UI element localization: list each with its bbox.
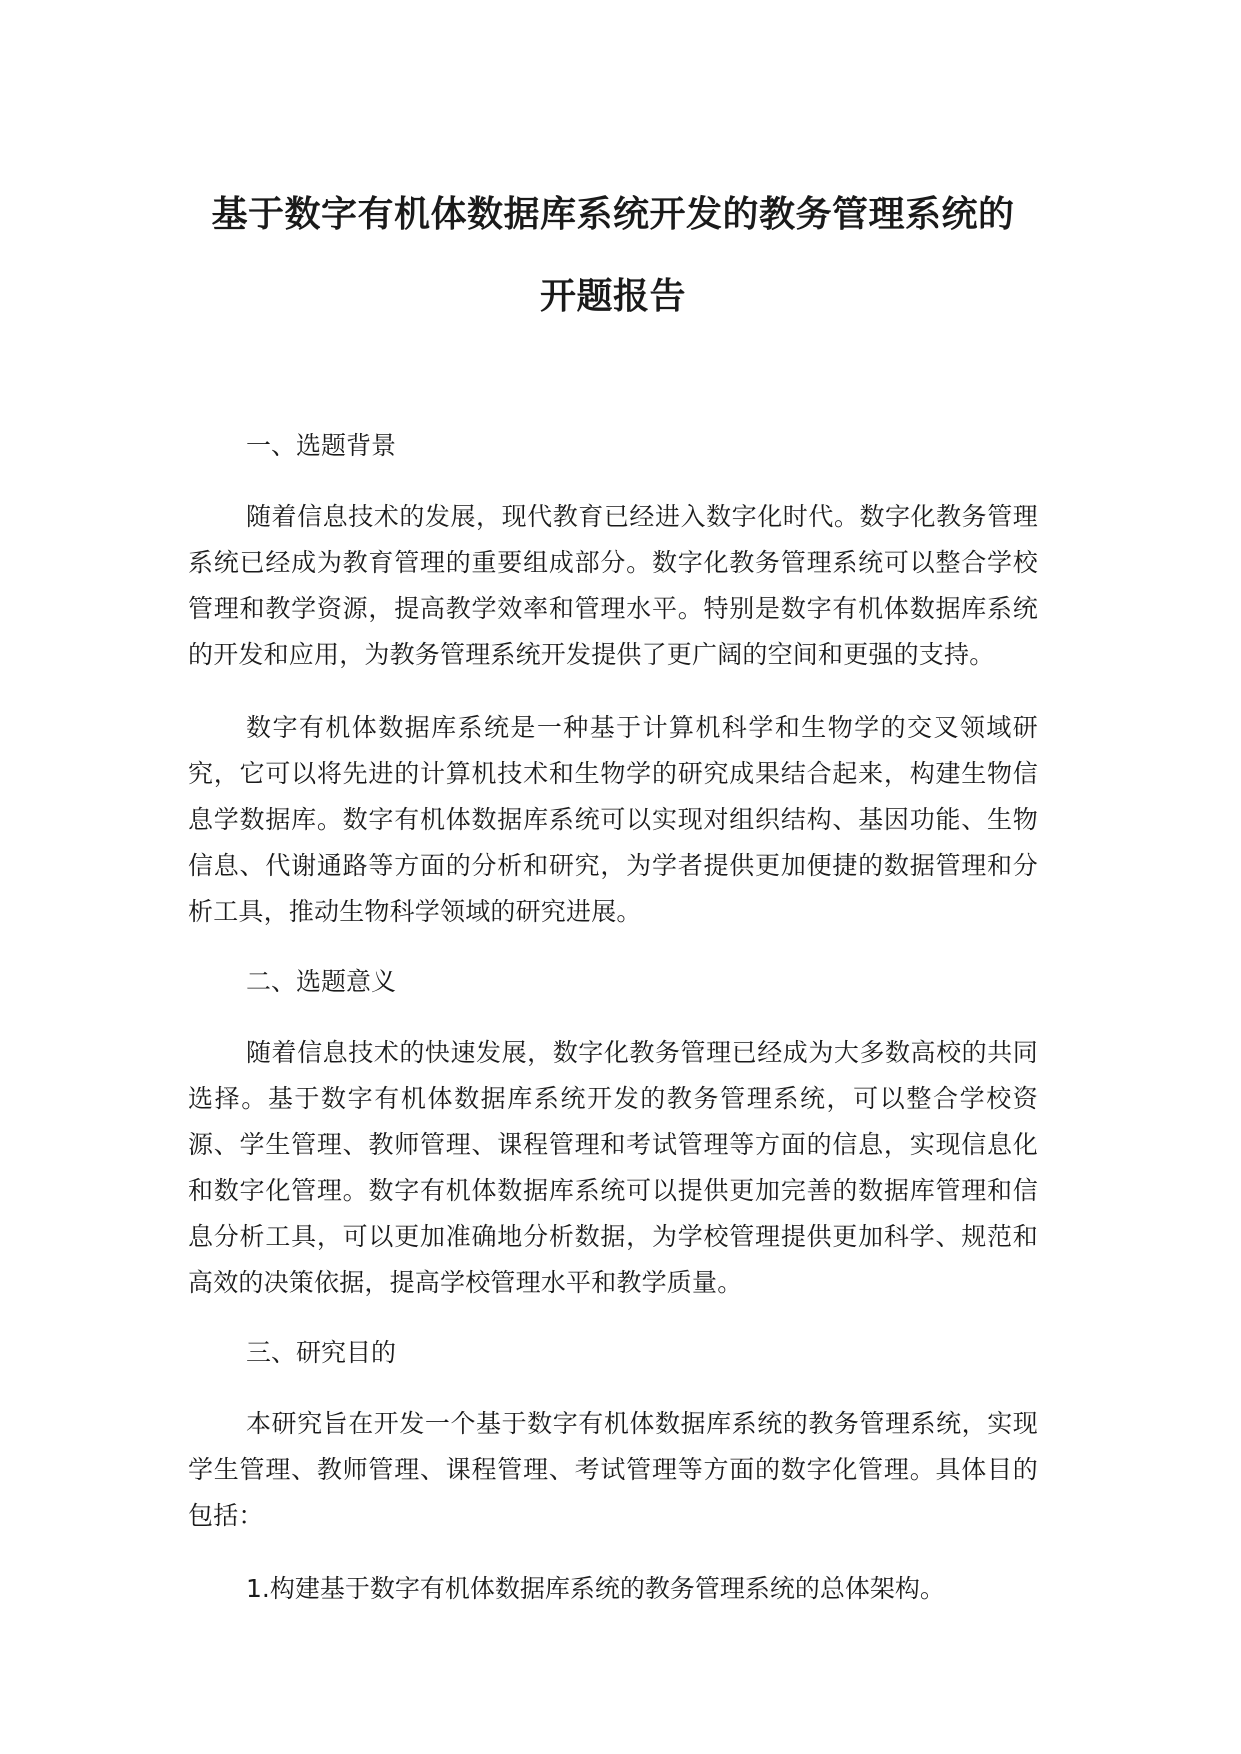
paragraph-background-2: 数字有机体数据库系统是一种基于计算机科学和生物学的交叉领域研究，它可以将先进的计算机技术和生物学的研究成果结合起来，构建生物信息学数据库。数字有机体数据库系统可以实现对组织结构、基因功能、生物信息、代谢通路等方面的分析和研究，为学者提供更加便捷的数据管理和分析工具，推动生物科学领域的研究进展。 — [188, 713, 1038, 926]
document-content — [188, 426, 1038, 1612]
list-item-purpose-1: 1.构建基于数字有机体数据库系统的教务管理系统的总体架构。 — [246, 1574, 945, 1603]
document-title — [188, 174, 1038, 338]
paragraph-background-1: 随着信息技术的发展，现代教育已经进入数字化时代。数字化教务管理系统已经成为教育管理的重要组成部分。数字化教务管理系统可以整合学校管理和教学资源，提高教学效率和管理水平。特别是数字有机体数据库系统的开发和应用，为教务管理系统开发提供了更广阔的空间和更强的支持。 — [188, 502, 1038, 669]
section-heading-purpose: 三、研究目的 — [246, 1338, 397, 1367]
title-line-1: 基于数字有机体数据库系统开发的教务管理系统的 — [211, 194, 1015, 235]
section-heading-background: 一、选题背景 — [246, 431, 397, 460]
title-line-2: 开题报告 — [539, 276, 686, 317]
document-body — [188, 174, 1038, 1638]
section-heading-significance: 二、选题意义 — [246, 967, 397, 996]
paragraph-purpose-1: 本研究旨在开发一个基于数字有机体数据库系统的教务管理系统，实现学生管理、教师管理、课程管理、考试管理等方面的数字化管理。具体目的包括： — [188, 1409, 1038, 1530]
paragraph-significance-1: 随着信息技术的快速发展，数字化教务管理已经成为大多数高校的共同选择。基于数字有机体数据库系统开发的教务管理系统，可以整合学校资源、学生管理、教师管理、课程管理和考试管理等方面的信息，实现信息化和数字化管理。数字有机体数据库系统可以提供更加完善的数据库管理和信息分析工具，可以更加准确地分析数据，为学校管理提供更加科学、规范和高效的决策依据，提高学校管理水平和教学质量。 — [188, 1038, 1038, 1297]
